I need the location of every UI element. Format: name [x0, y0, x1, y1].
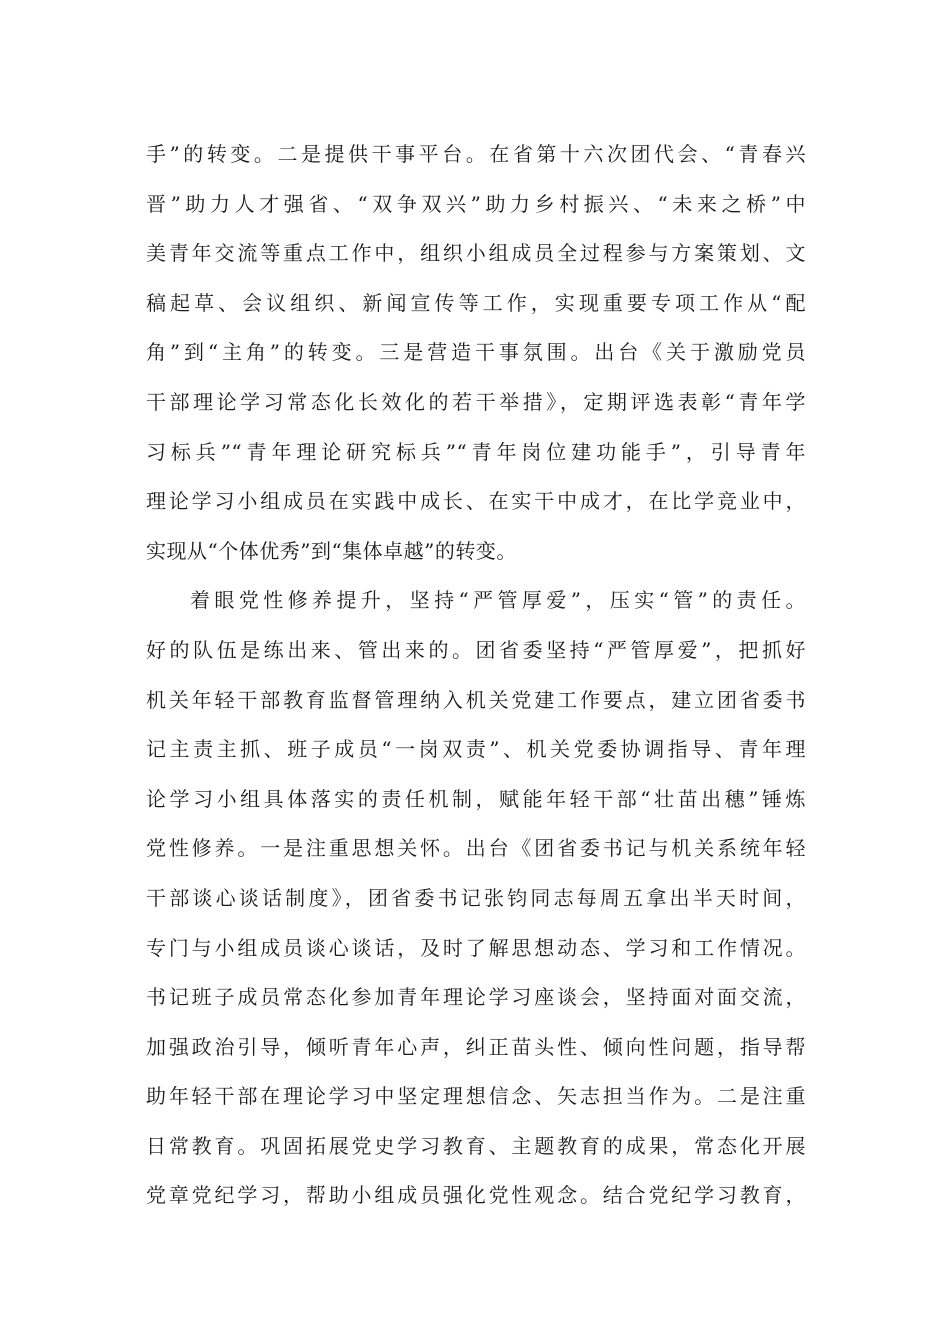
- text-line: 书记班子成员常态化参加青年理论学习座谈会，坚持面对面交流，: [146, 985, 806, 1010]
- paragraph-start-line: 着眼党性修养提升，坚持“严管厚爱”，压实“管”的责任。: [190, 588, 806, 613]
- text-line: 晋”助力人才强省、“双争双兴”助力乡村振兴、“未来之桥”中: [146, 191, 806, 216]
- text-line: 好的队伍是练出来、管出来的。团省委坚持“严管厚爱”，把抓好: [146, 637, 806, 662]
- text-line: 党章党纪学习，帮助小组成员强化党性观念。结合党纪学习教育，: [146, 1183, 806, 1208]
- text-line: 手”的转变。二是提供干事平台。在省第十六次团代会、“青春兴: [146, 142, 806, 166]
- text-line: 论学习小组具体落实的责任机制，赋能年轻干部“壮苗出穗”锤炼: [146, 786, 806, 811]
- body-text: [146, 130, 806, 1221]
- text-line: 党性修养。一是注重思想关怀。出台《团省委书记与机关系统年轻: [146, 836, 806, 861]
- text-line: 记主责主抓、班子成员“一岗双责”、机关党委协调指导、青年理: [146, 737, 806, 762]
- text-line: 加强政治引导，倾听青年心声，纠正苗头性、倾向性问题，指导帮: [146, 1034, 806, 1059]
- text-line: 角”到“主角”的转变。三是营造干事氛围。出台《关于激励党员: [146, 340, 806, 365]
- text-line: 习标兵”“青年理论研究标兵”“青年岗位建功能手”，引导青年: [146, 439, 806, 464]
- text-line: 日常教育。巩固拓展党史学习教育、主题教育的成果，常态化开展: [146, 1133, 806, 1158]
- text-line: 稿起草、会议组织、新闻宣传等工作，实现重要专项工作从“配: [146, 290, 806, 315]
- text-line: 干部理论学习常态化长效化的若干举措》，定期评选表彰“青年学: [146, 389, 806, 414]
- text-line: 专门与小组成员谈心谈话，及时了解思想动态、学习和工作情况。: [146, 935, 806, 960]
- text-line: 干部谈心谈话制度》，团省委书记张钧同志每周五拿出半天时间，: [146, 885, 806, 910]
- text-line: 美青年交流等重点工作中，组织小组成员全过程参与方案策划、文: [146, 241, 806, 266]
- text-line: 理论学习小组成员在实践中成长、在实干中成才，在比学竞业中，: [146, 489, 806, 514]
- paragraph-end-line: 实现从“个体优秀”到“集体卓越”的转变。: [146, 538, 517, 563]
- text-line: 助年轻干部在理论学习中坚定理想信念、矢志担当作为。二是注重: [146, 1084, 806, 1109]
- text-line: 机关年轻干部教育监督管理纳入机关党建工作要点，建立团省委书: [146, 687, 806, 712]
